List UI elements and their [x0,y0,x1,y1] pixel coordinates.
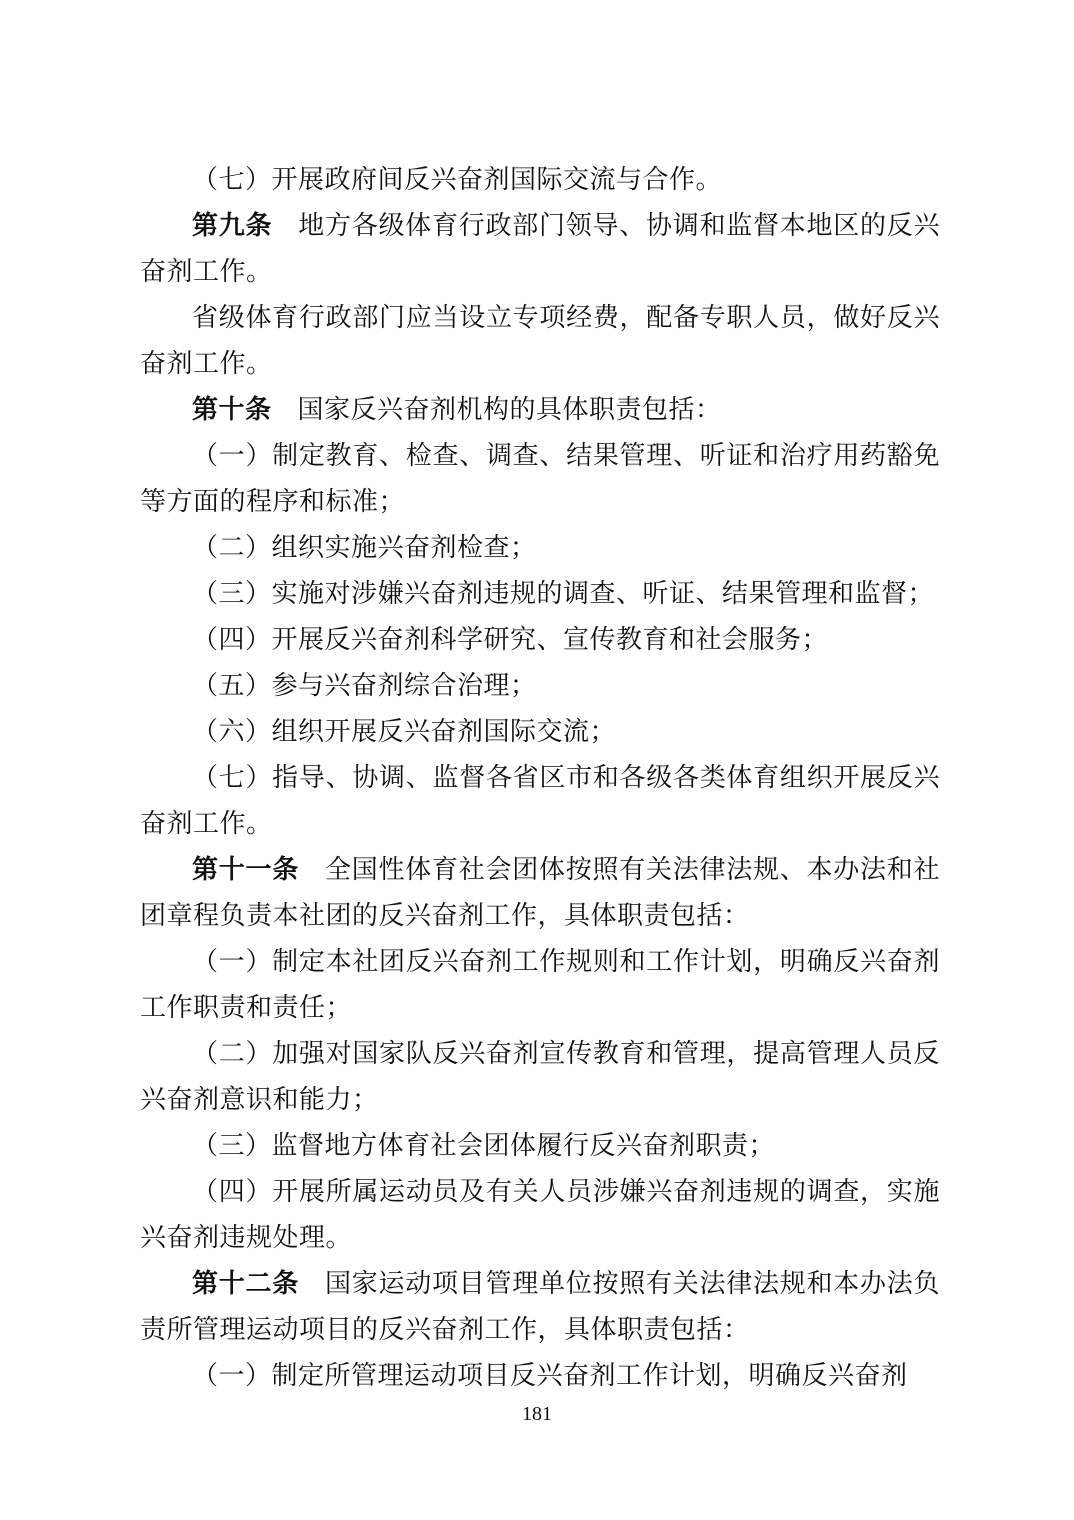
article-9-paragraph-2 [140,295,940,387]
article-10-item-5 [140,663,940,709]
article-heading: 第十二条 [192,1269,299,1299]
article-10 [140,387,940,433]
paragraph-text: 国家运动项目管理单位按照有关法律法规和本办法负责所管理运动项目的反兴奋剂工作，具体职责包括： [140,1269,940,1345]
article-12 [140,1261,940,1353]
article-12-item-1 [140,1353,940,1399]
article-heading: 第十条 [192,395,272,425]
paragraph-text: （一）制定教育、检查、调查、结果管理、听证和治疗用药豁免等方面的程序和标准； [140,441,940,517]
document-body [140,157,940,1399]
paragraph-text: （一）制定所管理运动项目反兴奋剂工作计划，明确反兴奋剂 [192,1361,908,1391]
paragraph-text: 国家反兴奋剂机构的具体职责包括： [297,395,722,425]
article-11 [140,847,940,939]
article-10-item-7 [140,755,940,847]
paragraph-text: 地方各级体育行政部门领导、协调和监督本地区的反兴奋剂工作。 [140,211,940,287]
article-heading: 第九条 [192,211,273,241]
article-10-item-6 [140,709,940,755]
paragraph-text: （七）开展政府间反兴奋剂国际交流与合作。 [192,165,723,195]
paragraph-text: 全国性体育社会团体按照有关法律法规、本办法和社团章程负责本社团的反兴奋剂工作，具体职责包括： [140,855,940,931]
paragraph-text: （三）实施对涉嫌兴奋剂违规的调查、听证、结果管理和监督； [192,579,935,609]
paragraph-text: （一）制定本社团反兴奋剂工作规则和工作计划，明确反兴奋剂工作职责和责任； [140,947,940,1023]
article-11-item-1 [140,939,940,1031]
paragraph-text: （四）开展反兴奋剂科学研究、宣传教育和社会服务； [192,625,829,655]
paragraph-text: （三）监督地方体育社会团体履行反兴奋剂职责； [192,1131,776,1161]
paragraph-item-7 [140,157,940,203]
paragraph-text: （二）加强对国家队反兴奋剂宣传教育和管理，提高管理人员反兴奋剂意识和能力； [140,1039,940,1115]
paragraph-text: （五）参与兴奋剂综合治理； [192,671,537,701]
article-heading: 第十一条 [192,855,299,885]
article-11-item-4 [140,1169,940,1261]
paragraph-text: （六）组织开展反兴奋剂国际交流； [192,717,617,747]
article-10-item-2 [140,525,940,571]
article-11-item-2 [140,1031,940,1123]
paragraph-text: （四）开展所属运动员及有关人员涉嫌兴奋剂违规的调查，实施兴奋剂违规处理。 [140,1177,940,1253]
article-10-item-4 [140,617,940,663]
article-10-item-1 [140,433,940,525]
paragraph-text: （七）指导、协调、监督各省区市和各级各类体育组织开展反兴奋剂工作。 [140,763,940,839]
paragraph-text: （二）组织实施兴奋剂检查； [192,533,537,563]
article-9 [140,203,940,295]
page-number: 181 [522,1403,552,1425]
article-10-item-3 [140,571,940,617]
paragraph-text: 省级体育行政部门应当设立专项经费，配备专职人员，做好反兴奋剂工作。 [140,303,940,379]
article-11-item-3 [140,1123,940,1169]
